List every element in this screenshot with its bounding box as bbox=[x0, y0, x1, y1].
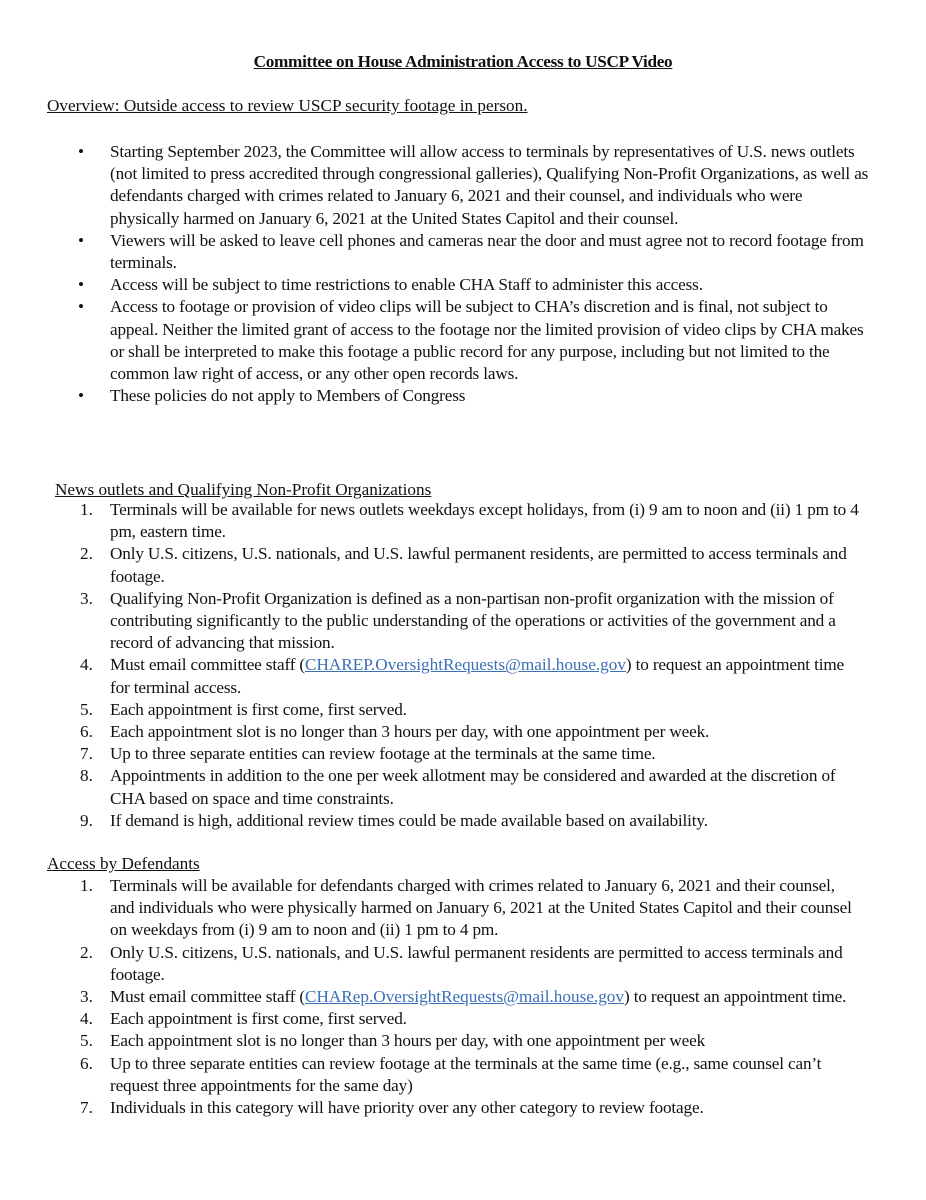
item-text: Terminals will be available for defendants charged with crimes related to January 6, 2021 and their counsel, and individuals who were physically harmed on January 6, 2021 at the United States Capitol and their counsel on weekdays from (i) 9 am to noon and (ii) 1 pm to 4 pm. bbox=[110, 876, 852, 940]
item-text: Each appointment is first come, first served. bbox=[110, 1009, 407, 1029]
bullet-item bbox=[0, 296, 870, 385]
item-number: 1. bbox=[80, 876, 93, 895]
item-number: 5. bbox=[80, 1031, 93, 1051]
bullet-icon: • bbox=[77, 297, 85, 317]
numbered-item bbox=[0, 1008, 862, 1030]
item-number: 6. bbox=[80, 1053, 93, 1073]
item-text-after: ) to request an appointment time. bbox=[623, 987, 847, 1007]
item-number: 6. bbox=[80, 722, 93, 742]
item-text: Up to three separate entities can review footage at the terminals at the same time. bbox=[110, 744, 656, 764]
numbered-item bbox=[0, 810, 862, 832]
bullet-item bbox=[0, 230, 870, 274]
news-outlets-list bbox=[0, 499, 926, 832]
numbered-item bbox=[0, 986, 862, 1008]
item-text-after: ) to request an appointment time for terminal access. bbox=[110, 655, 845, 697]
bullet-icon: • bbox=[77, 230, 85, 250]
bullet-item bbox=[0, 385, 870, 407]
item-number: 7. bbox=[80, 1098, 93, 1118]
bullet-text: These policies do not apply to Members of Congress bbox=[110, 386, 466, 406]
defendants-list bbox=[0, 875, 926, 1119]
item-number: 9. bbox=[80, 810, 93, 830]
item-text: Only U.S. citizens, U.S. nationals, and U.S. lawful permanent residents, are permitted to access terminals and footage. bbox=[110, 544, 847, 586]
section-heading-news-outlets: News outlets and Qualifying Non-Profit Organizations bbox=[55, 480, 432, 499]
item-number: 1. bbox=[80, 500, 93, 519]
item-text-before: Must email committee staff ( bbox=[110, 655, 306, 675]
item-text: Each appointment slot is no longer than 3 hours per day, with one appointment per week bbox=[110, 1031, 706, 1051]
numbered-item bbox=[0, 1097, 862, 1119]
item-text: Qualifying Non-Profit Organization is defined as a non-partisan non-profit organization with the mission of contributing significantly to the public understanding of the operations or activities of the government and a record of advancing that mission. bbox=[110, 588, 836, 653]
numbered-item bbox=[0, 1053, 862, 1097]
overview-bullet-list bbox=[0, 141, 926, 407]
item-number: 8. bbox=[80, 766, 93, 786]
bullet-text: Starting September 2023, the Committee will allow access to terminals by representatives of U.S. news outlets (not limited to press accredited through congressional galleries), Qualifying Non-Profit Organizations, as well as defendants charged with crimes related to January 6, 2021 and their counsel, and individuals who were physically harmed on January 6, 2021 at the United States Capitol and their counsel. bbox=[110, 142, 869, 228]
item-number: 2. bbox=[80, 544, 93, 564]
numbered-item bbox=[0, 543, 862, 587]
bullet-text: Access to footage or provision of video clips will be subject to CHA’s discretion and is final, not subject to appeal. Neither the limited grant of access to the footage nor the limited provision of video clips by CHA makes or shall be interpreted to make this footage a public record for any purpose, including but not limited to the common law right of access, or any other open records laws. bbox=[110, 297, 864, 384]
item-number: 5. bbox=[80, 699, 93, 719]
item-text: Appointments in addition to the one per week allotment may be considered and awarded at the discretion of CHA based on space and time constraints. bbox=[110, 766, 836, 808]
numbered-item bbox=[0, 654, 862, 698]
bullet-item bbox=[0, 141, 870, 230]
bullet-icon: • bbox=[77, 275, 85, 295]
bullet-icon: • bbox=[77, 142, 85, 161]
numbered-item bbox=[0, 721, 862, 743]
numbered-item bbox=[0, 499, 862, 543]
numbered-item bbox=[0, 1030, 862, 1052]
bullet-text: Viewers will be asked to leave cell phones and cameras near the door and must agree not to record footage from terminals. bbox=[110, 230, 864, 273]
numbered-item bbox=[0, 699, 862, 721]
numbered-item bbox=[0, 765, 862, 809]
item-text: Up to three separate entities can review footage at the terminals at the same time (e.g., same counsel can’t request three appointments for the same day) bbox=[110, 1053, 822, 1095]
section-heading-defendants: Access by Defendants bbox=[47, 854, 200, 873]
numbered-item bbox=[0, 743, 862, 765]
item-text: Each appointment slot is no longer than 3 hours per day, with one appointment per week. bbox=[110, 722, 710, 742]
item-text: Only U.S. citizens, U.S. nationals, and U.S. lawful permanent residents are permitted to access terminals and footage. bbox=[110, 942, 843, 984]
item-number: 4. bbox=[80, 1009, 93, 1029]
numbered-item bbox=[0, 875, 862, 942]
item-text-before: Must email committee staff ( bbox=[110, 987, 306, 1007]
bullet-item bbox=[0, 274, 870, 296]
item-number: 3. bbox=[80, 588, 93, 608]
numbered-item bbox=[0, 588, 862, 655]
bullet-text: Access will be subject to time restrictions to enable CHA Staff to administer this access. bbox=[110, 275, 703, 295]
item-text: Terminals will be available for news outlets weekdays except holidays, from (i) 9 am to noon and (ii) 1 pm to 4 pm, eastern time. bbox=[110, 500, 859, 542]
email-link[interactable]: CHAREP.OversightRequests@mail.house.gov bbox=[305, 655, 626, 675]
email-link[interactable]: CHARep.OversightRequests@mail.house.gov bbox=[305, 987, 624, 1007]
item-number: 4. bbox=[80, 655, 93, 675]
item-text: Each appointment is first come, first served. bbox=[110, 699, 407, 719]
bullet-icon: • bbox=[77, 386, 85, 406]
item-text: If demand is high, additional review times could be made available based on availability. bbox=[110, 810, 708, 830]
item-number: 2. bbox=[80, 942, 93, 962]
numbered-item bbox=[0, 942, 862, 986]
item-text: Individuals in this category will have priority over any other category to review footage. bbox=[110, 1098, 704, 1118]
document-title: Committee on House Administration Access to USCP Video bbox=[253, 52, 673, 71]
item-number: 3. bbox=[80, 987, 93, 1007]
overview-heading: Overview: Outside access to review USCP security footage in person. bbox=[47, 96, 528, 115]
item-number: 7. bbox=[80, 744, 93, 764]
